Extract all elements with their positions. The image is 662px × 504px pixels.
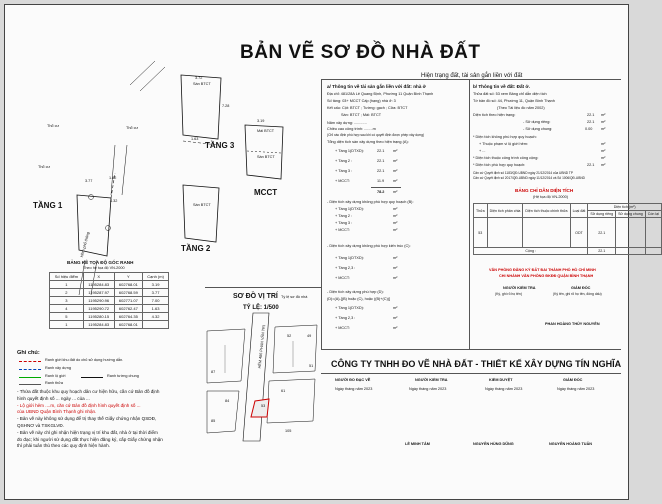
sign-date: Ngày tháng năm 2023 (409, 387, 447, 391)
mcct-roof: Mái BTCT (257, 129, 275, 133)
cons-d-formula: (D)=(A)-[(B) hoặc (C), hoặc ((B)+(C))] (327, 297, 391, 301)
unit: m² (393, 149, 398, 153)
legend-label: Ranh xây dựng (45, 366, 71, 370)
dim-label: 1.82 (109, 176, 117, 180)
cons-item: + MCCT: (335, 276, 350, 280)
floor-area-value: 11.9 (377, 179, 385, 183)
cons-item: + Tầng 2 : (335, 214, 353, 218)
survey-doc: (Theo Tài liệu đo năm 2002) (497, 106, 545, 110)
area-now-label: Diện tích theo hiện trạng: (473, 113, 516, 117)
lot-number: 52 (287, 334, 292, 338)
floor-2-plan (183, 185, 219, 242)
dim-label: 3.19 (257, 119, 265, 123)
divider (371, 187, 401, 188)
unit: m² (601, 113, 606, 117)
cons-item: + MCCT: (335, 326, 350, 330)
unit: m² (393, 228, 398, 232)
cons-item: + Tầng 1(DTXD): (335, 306, 364, 310)
table-header: Cạnh (m) (143, 273, 169, 281)
basis: Căn cứ Quyết định số 2017/QĐ-UBND ngày 11/12/2014 và Số 1006/QĐ-UBND (473, 176, 585, 180)
role-director: GIÁM ĐỐC (563, 378, 583, 382)
basis: Căn cứ Quyết định số 1183/QĐ-UBND ngày 21/12/2014 của UBND TP (473, 171, 573, 175)
map-sheet: Tờ bản đồ số: 44, Phường 11, Quận Bình Thạnh (473, 99, 555, 103)
cons-d-title: - Diện tích xây dựng phù hợp (D): (327, 290, 384, 294)
cons-item: + Tầng 1(DTXD): (335, 256, 364, 260)
director-name: PHAN HOÀNG THỦY NGUYÊN (545, 322, 600, 326)
notes-title: Ghi chú: (17, 350, 40, 356)
unit: m² (601, 120, 606, 124)
company-name: CÔNG TY TNHH ĐO VẼ NHÀ ĐẤT - THIẾT KẾ XÂY DỰNG TÍN NGHĨA (331, 359, 622, 369)
structure: Kết cấu: Cột: BTCT ; Tường: gạch ; Cửa: BTCT (327, 106, 408, 110)
height-note: (Chỉ xác định phù hợp sau khi có quyết định được phép xây dựng) (327, 133, 425, 137)
location-title: SƠ ĐỒ VỊ TRÍ (233, 293, 278, 300)
location-scale: TỶ LỆ: 1/500 (243, 305, 279, 311)
cons-item: + Tầng 2,3 : (335, 266, 356, 270)
role-checker: NGƯỜI KIỂM TRA (415, 378, 448, 382)
floor-area-label: + MCCT: (335, 179, 350, 183)
public-title: * Diện tích thuộc công trình công cộng: (473, 156, 539, 160)
cons-item: + MCCT: (335, 228, 350, 232)
build-year: Năm xây dựng: ............ (327, 121, 367, 125)
cons-item: + Tầng 3 : (335, 221, 353, 225)
level: Số tầng: 03+ MCCT Cấp (hạng) nhà ở: 3 (327, 99, 396, 103)
cons-item: + Thuộc phạm vi lộ giới hẻm: (479, 142, 528, 146)
table-row: 2 1195287.97 602768.59 3.77 (50, 289, 169, 297)
section-a-title: a/ Thông tin về tài sản gắn liền với đất: nhà ở (327, 84, 426, 89)
role-surveyor: NGƯỜI ĐO ĐẠC VẼ (335, 378, 371, 382)
unit: m² (393, 190, 398, 194)
mcct-label: MCCT (254, 188, 278, 197)
legend-swatch (81, 377, 103, 378)
land-cons-title: * Diện tích không phù hợp quy hoạch: (473, 135, 537, 139)
table-row: 53 ODT 22.1 (474, 218, 662, 248)
floor-area-label: + Tầng 1(DTXD): (335, 149, 364, 153)
lot-number: 51 (309, 364, 314, 368)
dim-label: 4.32 (110, 199, 118, 203)
unit: m² (393, 169, 398, 173)
parcel: Thửa đất số: 53 xem Bảng chỉ dẫn diện tích (473, 92, 547, 96)
sign-date: Ngày tháng năm 2023 (557, 387, 595, 391)
notes-text: - Thửa đất thuộc khu quy hoạch dân cư hiện hữu, cần cứ Bản đồ định hình quyết định số ... ngày ... của ... - Lộ giới hẻm ....m, căn cứ Bản đồ định hình quyết định số ... của UBND Quận Bình Thạnh ghi nhận. - Bản vẽ này không sử dụng để trị thay thế Giấy chứng nhận QSDĐ, QSHNƠ và TSKGLVĐ. - Bản vẽ này chỉ ghi nhận hiện trạng vị trí khu đất, nhà ở tại thời điểm đo đạc; khi người sử dụng đất thực hiện đăng ký, cấp Giấy chứng nhận thì phải tuân thủ theo các quy định hiện hành. (17, 389, 163, 449)
private-value: 22.1 (587, 120, 595, 124)
director-title: GIÁM ĐỐC (571, 286, 591, 290)
index-subtitle: (Hệ tọa độ VN-2000) (533, 195, 569, 199)
table-header-row (50, 273, 169, 281)
divider (321, 373, 621, 374)
divider (321, 79, 621, 80)
coords-subtitle: Theo hệ tọa độ VN-2000 (83, 266, 125, 270)
unit: m² (393, 179, 398, 183)
address: Địa chỉ: 481/28A Lê Quang Định, Phường 11 Quận Bình Thạnh (327, 92, 434, 96)
unit: m² (601, 156, 606, 160)
dim-label: 3.72 (195, 76, 203, 80)
floor-3-slab: Sàn BTCT (193, 82, 211, 86)
floor-area-label: + Tầng 3 : (335, 169, 353, 173)
section-b-title: b/ Thông tin về đất: Đất ở. (473, 84, 530, 89)
shared-label: - Sử dụng chung: (523, 127, 553, 131)
divider (321, 349, 621, 350)
table-row: 3 1195290.96 602771.07 7.00 (50, 297, 169, 305)
divider (205, 287, 321, 288)
unit: m² (393, 266, 398, 270)
unit: m² (601, 149, 606, 153)
checker-sub: (Ký, ghi rõ họ tên) (495, 292, 522, 296)
index-table (473, 203, 662, 255)
sign-date: Ngày tháng năm 2023 (485, 387, 523, 391)
header-caption: Hiện trạng đất, tài sản gắn liền với đất (421, 73, 523, 79)
signer-name: NGUYỄN HÙNG DŨNG (473, 442, 514, 446)
lot-number: 61 (281, 389, 286, 393)
divider (469, 79, 470, 349)
floor-2-label: TẦNG 2 (181, 244, 211, 253)
unit: m² (601, 127, 606, 131)
unit: m² (393, 316, 398, 320)
table-row: 1 1195284.83 602768.01 3.19 (50, 281, 169, 289)
floor-material: Sàn: BTCT ; Mái: BTCT (341, 113, 382, 117)
total-area-value: 78.2 (377, 190, 385, 194)
ok-title: * Diện tích phù hợp quy hoạch: (473, 163, 526, 167)
legend-label: Ranh giới khu đất do chủ sử dụng hướng dẫn. (45, 358, 124, 362)
unit: m² (393, 221, 398, 225)
table-header-row: Sử dụng riêng Sử dụng chung Còn lại (474, 211, 662, 218)
coords-table (49, 272, 169, 329)
director-sub: (Ký tên, ghi rõ họ tên, đóng dấu) (553, 292, 602, 296)
unit: m² (601, 163, 606, 167)
tho-cu-label: Thổ cư (47, 124, 60, 128)
unit: m² (393, 326, 398, 330)
unit: m² (393, 306, 398, 310)
table-header: X (83, 273, 114, 281)
table-header: Y (114, 273, 143, 281)
unit: m² (393, 159, 398, 163)
lot-number: 53 (261, 404, 266, 408)
checker-title: NGƯỜI KIỂM TRA (503, 286, 536, 290)
legend-label: Ranh tường chung (107, 374, 139, 378)
office-title: VĂN PHÒNG ĐĂNG KÝ ĐẤT ĐAI THÀNH PHỐ HỒ CHÍ MINH (489, 268, 596, 272)
divider (321, 79, 322, 349)
cons-item: + ... (479, 149, 486, 153)
shared-value: 0.00 (585, 127, 593, 131)
floor-1-label: TẦNG 1 (33, 201, 63, 210)
legend-swatch (19, 384, 41, 385)
unit: m² (393, 276, 398, 280)
lot-number: 84 (225, 399, 230, 403)
alley-label: Hẻm phổ thông (79, 231, 91, 258)
tho-cu-label: Thổ cư (38, 165, 51, 169)
unit: m² (393, 256, 398, 260)
lot-number: 85 (211, 419, 216, 423)
office-branch: CHI NHÁNH VĂN PHÒNG ĐKĐĐ QUẬN BÌNH THẠNH (499, 274, 594, 278)
lot-number: 49 (307, 334, 312, 338)
unit: m² (601, 142, 606, 146)
area-now-value: 22.1 (587, 113, 595, 117)
unit: m² (393, 207, 398, 211)
legend-label: Ranh lộ giới (45, 374, 66, 378)
location-scale-note: Tỷ lệ sơ đồ nhà (281, 295, 308, 299)
street-label: HẺM 486 PHAN VĂN TRỊ (257, 325, 267, 369)
sign-date: Ngày tháng năm 2023 (335, 387, 373, 391)
tho-cu-label: Thổ cư (126, 126, 139, 130)
floor-area-value: 22.1 (377, 169, 385, 173)
floor-area-value: 22.1 (377, 159, 385, 163)
lot-number: 105 (285, 429, 292, 433)
cons-b-title: - Diện tích xây dựng không phù hợp quy hoạch (B): (327, 200, 414, 204)
total-area-label: Tổng diện tích sàn xây dựng theo hiện trạng (A): (327, 140, 409, 144)
coords-title: BẢNG KÊ TỌA ĐỘ GÓC RANH (67, 260, 134, 265)
floor-area-label: + Tầng 2 : (335, 159, 353, 163)
lot-number: 87 (211, 370, 216, 374)
mcct-slab: Sàn BTCT (257, 155, 275, 159)
dim-label: 7.28 (222, 104, 230, 108)
drawing-sheet (4, 4, 659, 500)
table-row: 5 1195280.15 602764.35 4.32 (50, 313, 169, 321)
signer-name: NGUYỄN HOÀNG TUẤN (549, 442, 593, 446)
table-header: Số hiệu điểm (50, 273, 84, 281)
cons-item: + Tầng 2,3 : (335, 316, 356, 320)
unit: m² (393, 214, 398, 218)
ok-value: 22.1 (587, 163, 595, 167)
index-title: BẢNG CHỈ DẪN DIỆN TÍCH (515, 188, 574, 193)
table-header-row: Thửa Diện tích phân chia Diện tích thuộc chính thửa Loại đất Diện tích (m²) (474, 204, 662, 211)
legend-swatch (19, 369, 41, 370)
legend-swatch (19, 361, 41, 362)
floor-area-value: 22.1 (377, 149, 385, 153)
build-height: Chiều cao công trình: ........m (327, 127, 376, 131)
cons-c-title: - Diện tích xây dựng không phù hợp kiến trúc (C): (327, 244, 411, 248)
role-approver: KIỂM DUYỆT (489, 378, 513, 382)
floor-2-slab: Sàn BTCT (193, 203, 211, 207)
page-title: BẢN VẼ SƠ ĐỒ NHÀ ĐẤT (240, 42, 481, 63)
table-row: Cộng : 22.1 (474, 248, 662, 255)
legend-swatch (19, 377, 41, 378)
private-label: - Sử dụng riêng: (523, 120, 551, 124)
floor-3-label: TẦNG 3 (205, 141, 235, 150)
dim-label: 3.77 (85, 179, 93, 183)
table-row: 4 1195290.72 602762.47 1.63 (50, 305, 169, 313)
signer-name: LÊ MINH TÂM (405, 442, 430, 446)
dim-label: 1.63 (191, 137, 199, 141)
floor-plans (5, 45, 321, 285)
legend-label: Ranh thửa (45, 381, 63, 385)
table-row: 1 1195284.83 602768.01 (50, 321, 169, 329)
cons-item: + Tầng 1(DTXD): (335, 207, 364, 211)
